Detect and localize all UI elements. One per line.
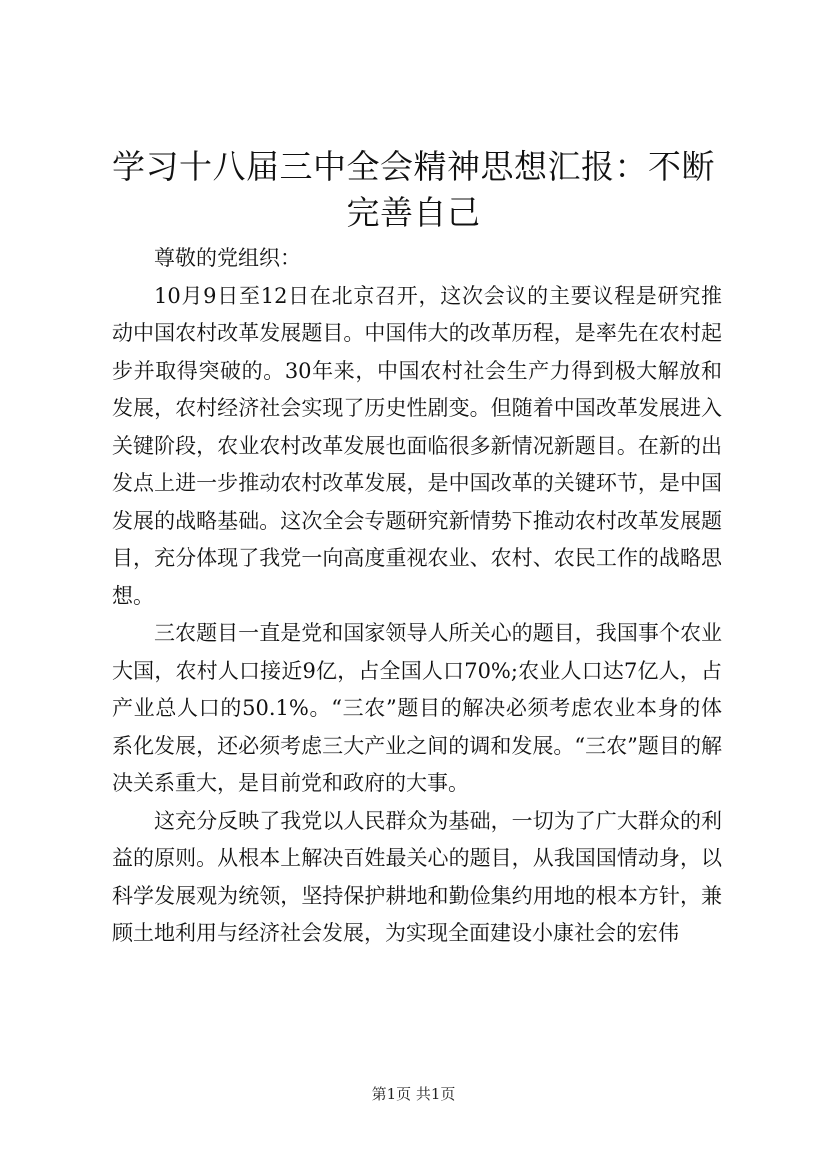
paragraph-2: 三农题目一直是党和国家领导人所关心的题目，我国事个农业大国，农村人口接近9亿，占全国人口70%;农业人口达7亿人，占产业总人口的50.1%。“三农”题目的解决必须考虑农业本身的体系化发展，还必须考虑三大产业之间的调和发展。“三农”题目的解决关系重大，是目前党和政府的大事。 <box>112 621 722 795</box>
page-footer: 第1页 共1页 <box>371 1085 456 1103</box>
document-title: 学习十八届三中全会精神思想汇报：不断完善自己 <box>112 147 715 232</box>
paragraph-3: 这充分反映了我党以人民群众为基础，一切为了广大群众的利益的原则。从根本上解决百姓最关心的题目，从我国国情动身，以科学发展观为统领，坚持保护耕地和勤俭集约用地的根本方针，兼顾土地利用与经济社会发展，为实现全面建设小康社会的宏伟 <box>112 808 722 945</box>
paragraph-1: 10月9日至12日在北京召开，这次会议的主要议程是研究推动中国农村改革发展题目。中国伟大的改革历程，是率先在农村起步并取得突破的。30年来，中国农村社会生产力得到极大解放和发展，农村经济社会实现了历史性剧变。但随着中国改革发展进入关键阶段，农业农村改革发展也面临很多新情况新题目。在新的出发点上进一步推动农村改革发展，是中国改革的关键环节，是中国发展的战略基础。这次全会专题研究新情势下推动农村改革发展题目，充分体现了我党一向高度重视农业、农村、农民工作的战略思想。 <box>112 283 722 608</box>
document-body <box>112 240 722 953</box>
salutation: 尊敬的党组织： <box>154 246 301 270</box>
